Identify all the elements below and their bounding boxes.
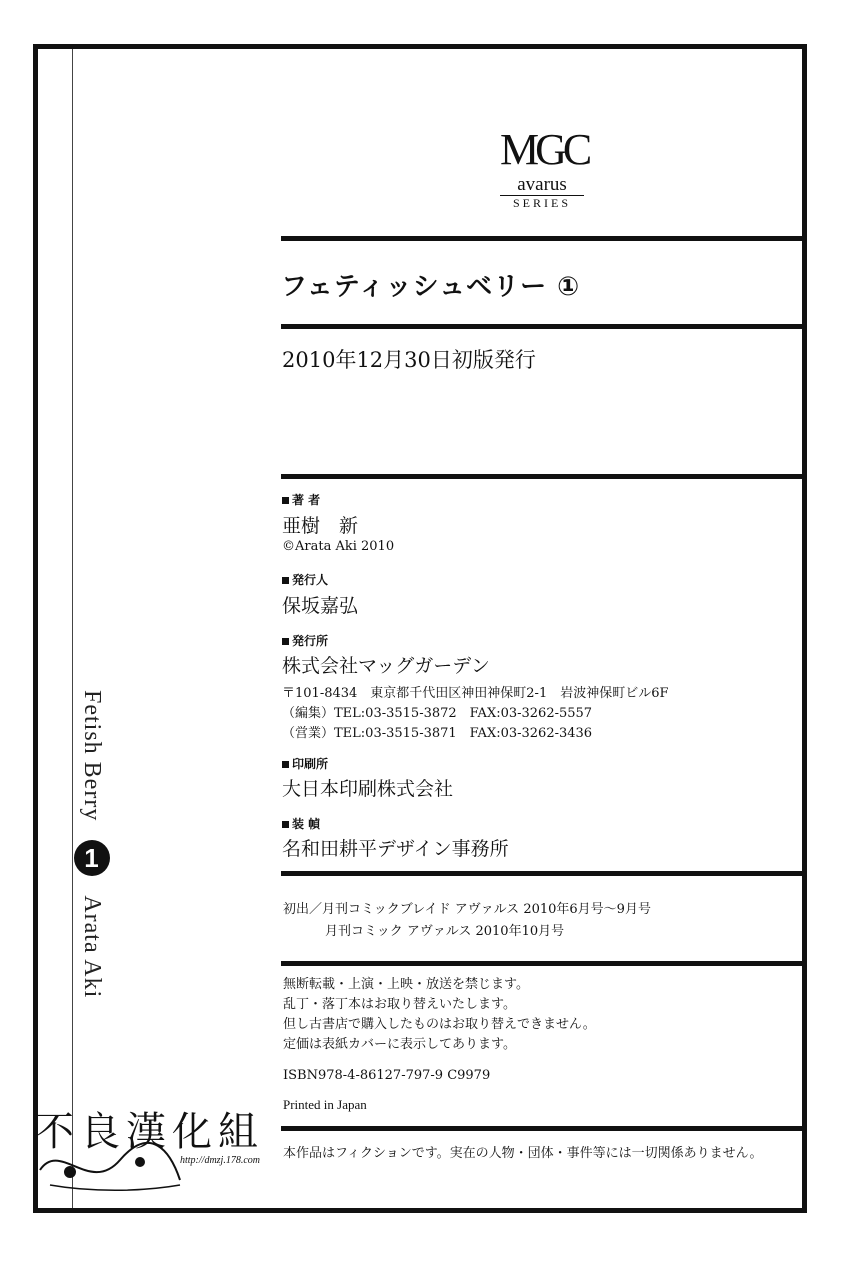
logo-line2: SERIES [500,195,584,211]
logo-line1: avarus [517,174,567,195]
rule-credits [281,871,804,876]
publisher-address: 〒101-8434 東京都千代田区神田神保町2-1 岩波神保町ビル6F [282,686,669,701]
bullet-square-icon [282,638,289,645]
rule-date [281,474,804,479]
bullet-square-icon [282,577,289,584]
first-pub-line2: 月刊コミック アヴァルス 2010年10月号 [325,924,565,939]
watermark-text: 不良漢化組 [34,1109,264,1155]
logo-mark: MGC [500,125,589,174]
publisher-heading: 発行所 [282,632,328,649]
bullet-square-icon [282,821,289,828]
flourish-icon [30,1100,190,1195]
publisher-person-heading: 発行人 [282,571,328,588]
note-line: 乱丁・落丁本はお取り替えいたします。 [283,997,516,1012]
publisher-sales: （営業）TEL:03-3515-3871 FAX:03-3262-3436 [282,726,593,741]
publisher-editorial: （編集）TEL:03-3515-3872 FAX:03-3262-5557 [282,706,593,721]
publication-date: 2010年12月30日初版発行 [282,348,536,372]
spine-text [70,690,110,998]
rule-top [281,236,804,241]
rule-legal [281,1126,804,1131]
author-heading: 著 者 [282,491,320,508]
publisher-logo [500,125,589,225]
note-line: 無断転載・上演・上映・放送を禁じます。 [283,977,529,992]
printed-in: Printed in Japan [283,1097,367,1112]
spine-author: Arata Aki [79,895,105,999]
spine-title: Fetish Berry [79,690,105,822]
printer-heading: 印刷所 [282,755,328,772]
fiction-disclaimer: 本作品はフィクションです。実在の人物・団体・事件等には一切関係ありません。 [283,1146,763,1161]
watermark-url: http://dmzj.178.com [180,1155,260,1166]
author-name: 亜樹 新 [282,515,359,537]
publisher-name: 株式会社マッグガーデン [282,655,490,677]
first-pub-line1: 初出／月刊コミックブレイド アヴァルス 2010年6月号～9月号 [283,902,651,917]
first-publication [283,899,651,943]
publisher-person-name: 保坂嘉弘 [282,595,359,617]
isbn: ISBN978-4-86127-797-9 C9979 [283,1068,491,1083]
note-line: 定価は表紙カバーに表示してあります。 [283,1037,516,1052]
rule-firstpub [281,961,804,966]
book-title: フェティッシュベリー ① [281,272,581,302]
note-line: 但し古書店で購入したものはお取り替えできません。 [283,1017,596,1032]
publisher-contact [282,684,669,744]
bullet-square-icon [282,761,289,768]
spine-volume-badge: 1 [74,840,110,876]
rule-title [281,324,804,329]
bullet-square-icon [282,497,289,504]
printer-name: 大日本印刷株式会社 [282,778,454,800]
legal-notes [283,975,596,1055]
scanlation-watermark [30,1100,285,1195]
design-name: 名和田耕平デザイン事務所 [282,838,509,860]
spine-divider [72,49,73,1208]
design-heading: 装 幀 [282,815,320,832]
copyright: ©Arata Aki 2010 [282,539,395,554]
